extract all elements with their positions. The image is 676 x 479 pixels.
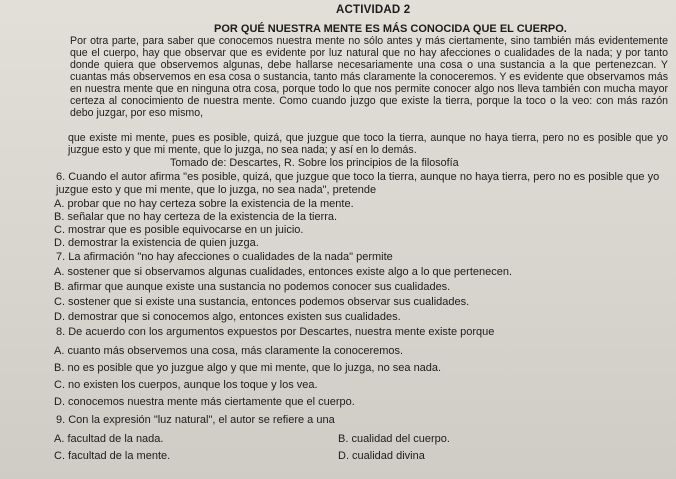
- reading-paragraph-2: que existe mi mente, pues es posible, quizá, que juzgue que toco la tierra, aunque no haya tierra, pero no es posible que yo juzgue esto y que mi mente, que lo juzga, no sea nada; y así en lo demás.: [68, 132, 668, 156]
- question-8-option-b: B. no es posible que yo juzgue algo y que mi mente, que lo juzga, no sea nada.: [54, 362, 442, 374]
- question-6-stem: 6. Cuando el autor afirma "es posible, quizá, que juzgue que toco la tierra, aunque no haya tierra, pero no es posible que yo juzgue esto y que mi mente, que lo juzga, no sea nada", pretende: [56, 171, 660, 196]
- reading-title: POR QUÉ NUESTRA MENTE ES MÁS CONOCIDA QUE EL CUERPO.: [214, 23, 567, 35]
- question-6-option-b: B. señalar que no hay certeza de la existencia de la tierra.: [54, 211, 338, 223]
- question-8-option-a: A. cuanto más observemos una cosa, más claramente la conoceremos.: [54, 345, 404, 357]
- question-7-option-a: A. sostener que si observamos algunas cualidades, entonces existe algo a lo que pertenecen.: [54, 266, 513, 278]
- question-7-option-b: B. afirmar que aunque existe una sustancia no podemos conocer sus cualidades.: [54, 281, 451, 293]
- question-8-stem: 8. De acuerdo con los argumentos expuestos por Descartes, nuestra mente existe porque: [56, 326, 495, 338]
- question-6-option-d: D. demostrar la existencia de quien juzga.: [54, 237, 259, 249]
- question-9-option-a: A. facultad de la nada.: [54, 433, 164, 445]
- question-9-stem: 9. Con la expresión "luz natural", el autor se refiere a una: [56, 414, 335, 426]
- activity-heading: ACTIVIDAD 2: [336, 4, 411, 16]
- reading-source: Tomado de: Descartes, R. Sobre los principios de la filosofía: [170, 157, 459, 169]
- question-8-option-d: D. conocemos nuestra mente más ciertamente que el cuerpo.: [54, 396, 355, 408]
- question-9-option-b: B. cualidad del cuerpo.: [338, 433, 450, 445]
- question-6-option-a: A. probar que no hay certeza sobre la existencia de la mente.: [54, 198, 354, 210]
- question-8-option-c: C. no existen los cuerpos, aunque los toque y los vea.: [54, 379, 318, 391]
- question-6-option-c: C. mostrar que es posible equivocarse en un juicio.: [54, 224, 304, 236]
- question-7-stem: 7. La afirmación "no hay afecciones o cualidades de la nada" permite: [56, 251, 393, 263]
- question-9-option-c: C. facultad de la mente.: [54, 450, 171, 462]
- reading-paragraph-1: Por otra parte, para saber que conocemos nuestra mente no sólo antes y más ciertamente, sino también más evidentemente que el cuerpo, hay que observar que es evidente por luz natural que no hay afecciones o cualidades de la nada; y por tanto donde quiera que observemos algunas, debe hallarse necesariamente una cosa o una sustancia a la que pertenezcan. Y cuantas más observemos en esa cosa o sustancia, tanto más claramente la conoceremos. Y es evidente que observamos más en nuestra mente que en ninguna otra cosa, porque todo lo que nos permite conocer algo nos lleva también con mucha mayor certeza al conocimiento de nuestra mente. Como cuando juzgo que existe la tierra, porque la toco o la veo: con más razón debo juzgar, por eso mismo,: [70, 35, 668, 119]
- question-7-option-d: D. demostrar que si conocemos algo, entonces existen sus cualidades.: [54, 311, 401, 323]
- question-7-option-c: C. sostener que si existe una sustancia, entonces podemos observar sus cualidades.: [54, 296, 470, 308]
- question-9-option-d: D. cualidad divina: [338, 450, 425, 462]
